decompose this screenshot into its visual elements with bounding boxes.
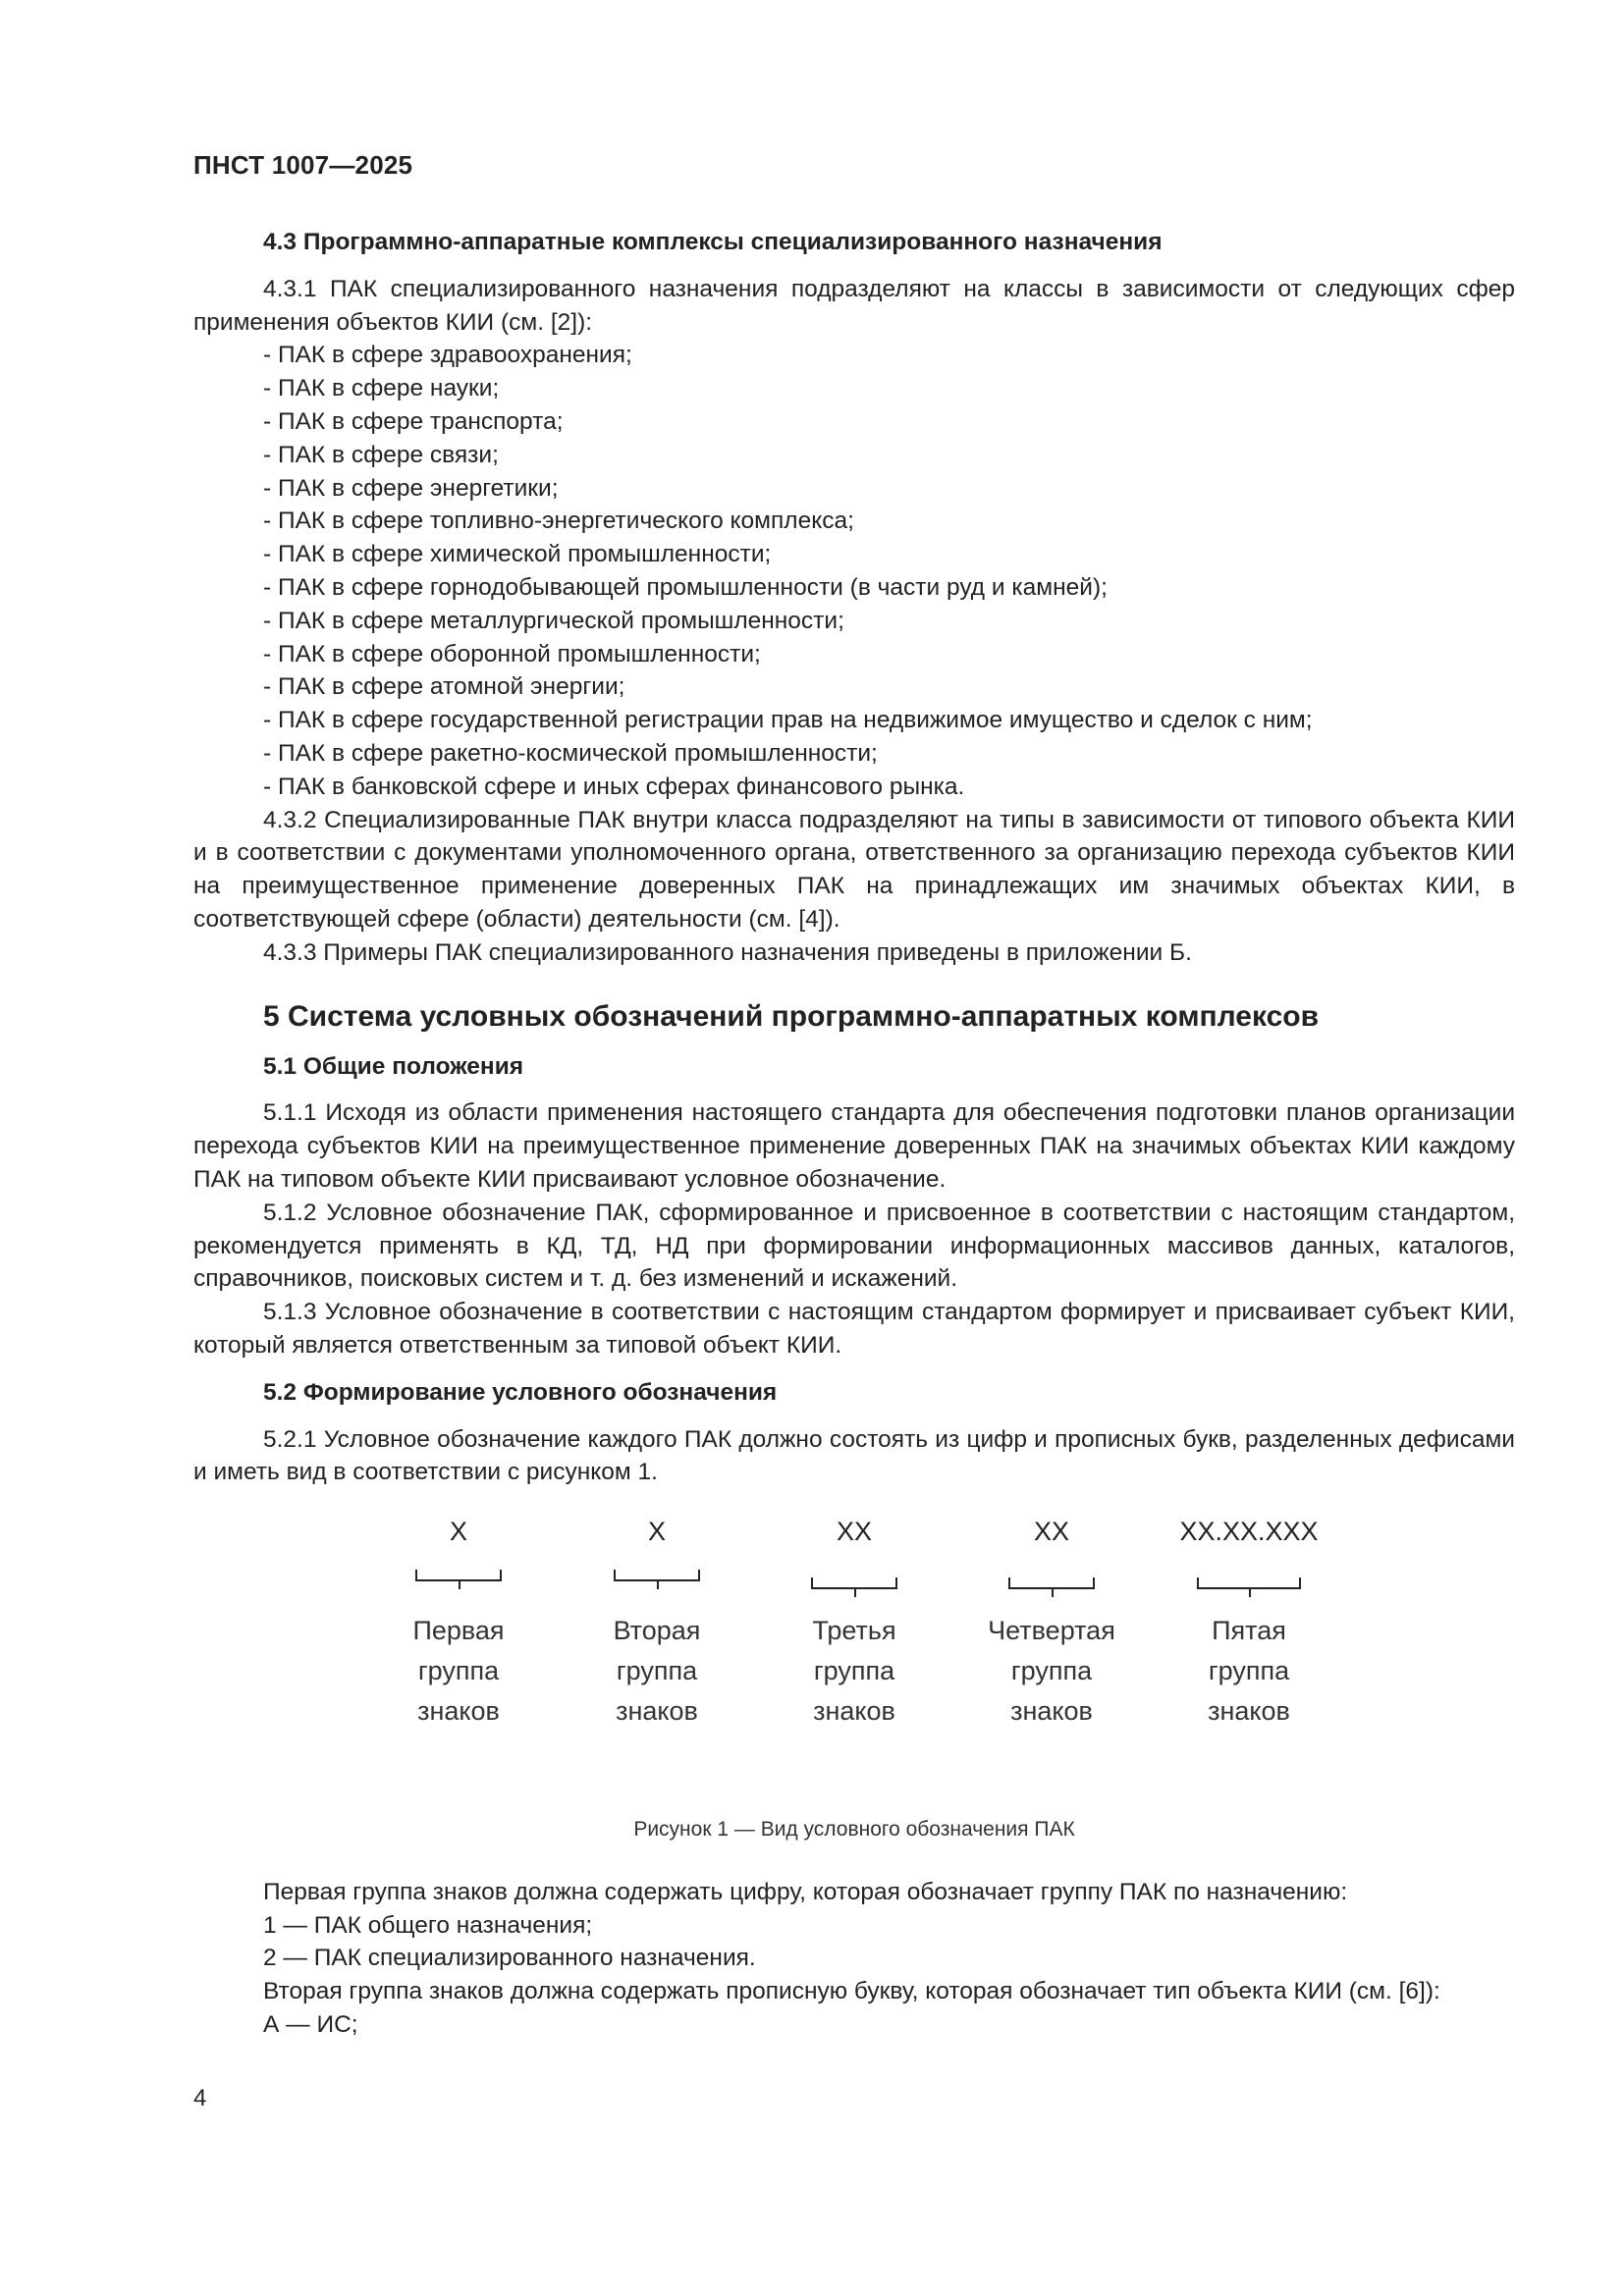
list-item: - ПАК в сфере транспорта; [263,407,564,435]
brace-icon [811,1577,897,1599]
group-label: Пятая [1212,1616,1286,1646]
paragraph-5-1-3: 5.1.3 Условное обозначение в соответствии с настоящим стандартом формирует и присваивает субъект КИИ, который является ответственным за типовой объект КИИ. [193,1299,1515,1359]
paragraph-5-2-1: 5.2.1 Условное обозначение каждого ПАК должно состоять из цифр и прописных букв, разделенных дефисами и иметь вид в соответствии с рисунком 1. [193,1425,1515,1486]
list-item: - ПАК в сфере науки; [263,375,500,402]
group-label: группа [616,1656,698,1686]
group-label: знаков [417,1696,500,1727]
group-code: XX [1033,1517,1070,1547]
section-5-2-heading: 5.2 Формирование условного обозначения [263,1378,778,1406]
brace-icon [1197,1577,1301,1599]
brace-icon [1008,1577,1095,1599]
list-item: - ПАК в сфере химической промышленности; [263,541,772,568]
group-label: Вторая [613,1616,701,1646]
group-label: Четвертая [988,1616,1115,1646]
list-item: - ПАК в сфере связи; [263,441,499,468]
list-item: - ПАК в сфере здравоохранения; [263,342,632,369]
group-code: XX.XX.XXX [1179,1517,1319,1547]
standard-code-header: ПНСТ 1007—2025 [193,150,413,180]
group-label: группа [1208,1656,1290,1686]
classes-list [193,339,1515,803]
section-5-heading: 5 Система условных обозначений программно-аппаратных комплексов [263,999,1320,1033]
list-item: - ПАК в сфере металлургической промышленности; [263,607,844,634]
page-number: 4 [193,2085,207,2111]
list-item: - ПАК в сфере энергетики; [263,474,559,502]
group-label: знаков [813,1696,895,1727]
list-item: - ПАК в сфере топливно-энергетического комплекса; [263,507,854,535]
group-label: группа [417,1656,500,1686]
figure-1-designation-structure [193,1515,1515,1799]
group-code: X [449,1517,467,1547]
paragraph-5-1-2: 5.1.2 Условное обозначение ПАК, сформированное и присвоенное в соответствии с настоящим стандартом, рекомендуется применять в КД, ТД, НД при формировании информационных массивов данных, каталогов, справочников, поисковых систем и т. д. без изменений и искажений. [193,1199,1515,1293]
group-label: Первая [412,1616,505,1646]
group-label: знаков [1010,1696,1093,1727]
paragraph-4-3-2: 4.3.2 Специализированные ПАК внутри класса подразделяют на типы в зависимости от типового объекта КИИ и в соответствии с документами уполномоченного органа, ответственного за организацию перехода субъектов КИИ на преимущественное применение доверенных ПАК на принадлежащих им значимых объектах КИИ, в соответствующей сфере (области) деятельности (см. [4]). [193,806,1515,933]
list-item: - ПАК в сфере горнодобывающей промышленности (в части руд и камней); [263,573,1108,601]
group-label: группа [813,1656,895,1686]
brace-icon [415,1570,502,1591]
list-item: - ПАК в сфере государственной регистрации прав на недвижимое имущество и сделок с ним; [263,707,1313,734]
page-content [193,226,1515,2042]
figure-group-3 [756,1515,952,1732]
figure-caption: Рисунок 1 — Вид условного обозначения ПАК [633,1818,1075,1842]
paragraph-first-group: Первая группа знаков должна содержать цифру, которая обозначает группу ПАК по назначению: [263,1878,1348,1905]
list-item: - ПАК в банковской сфере и иных сферах финансового рынка. [263,773,965,800]
list-item: А — ИС; [263,2011,358,2039]
group-code: XX [836,1517,873,1547]
list-item: - ПАК в сфере ракетно-космической промышленности; [263,739,878,767]
section-4-3-heading: 4.3 Программно-аппаратные комплексы специализированного назначения [263,229,1163,255]
list-item: 1 — ПАК общего назначения; [263,1911,593,1939]
paragraph-second-group: Вторая группа знаков должна содержать прописную букву, которая обозначает тип объекта КИИ (см. [6]): [263,1978,1440,2005]
list-item: - ПАК в сфере оборонной промышленности; [263,640,761,667]
group-code: X [647,1517,666,1547]
figure-group-5 [1151,1515,1347,1732]
group-label: знаков [1208,1696,1290,1727]
group-label: знаков [616,1696,698,1727]
paragraph-4-3-3: 4.3.3 Примеры ПАК специализированного назначения приведены в приложении Б. [263,938,1192,966]
figure-group-2 [559,1515,755,1732]
figure-group-1 [360,1515,557,1732]
figure-group-4 [953,1515,1150,1732]
list-item: - ПАК в сфере атомной энергии; [263,673,625,701]
group-label: группа [1010,1656,1093,1686]
list-item: 2 — ПАК специализированного назначения. [263,1945,756,1972]
section-5-1-heading: 5.1 Общие положения [263,1052,524,1080]
paragraph-5-1-1: 5.1.1 Исходя из области применения настоящего стандарта для обеспечения подготовки планов организации перехода субъектов КИИ на преимущественное применение доверенных ПАК на значимых объектах КИИ каждому ПАК на типовом объекте КИИ присваивают условное обозначение. [193,1099,1515,1193]
brace-icon [614,1570,700,1591]
group-label: Третья [812,1616,896,1646]
paragraph-4-3-1: 4.3.1 ПАК специализированного назначения подразделяют на классы в зависимости от следующих сфер применения объектов КИИ (см. [2]): [193,275,1515,336]
